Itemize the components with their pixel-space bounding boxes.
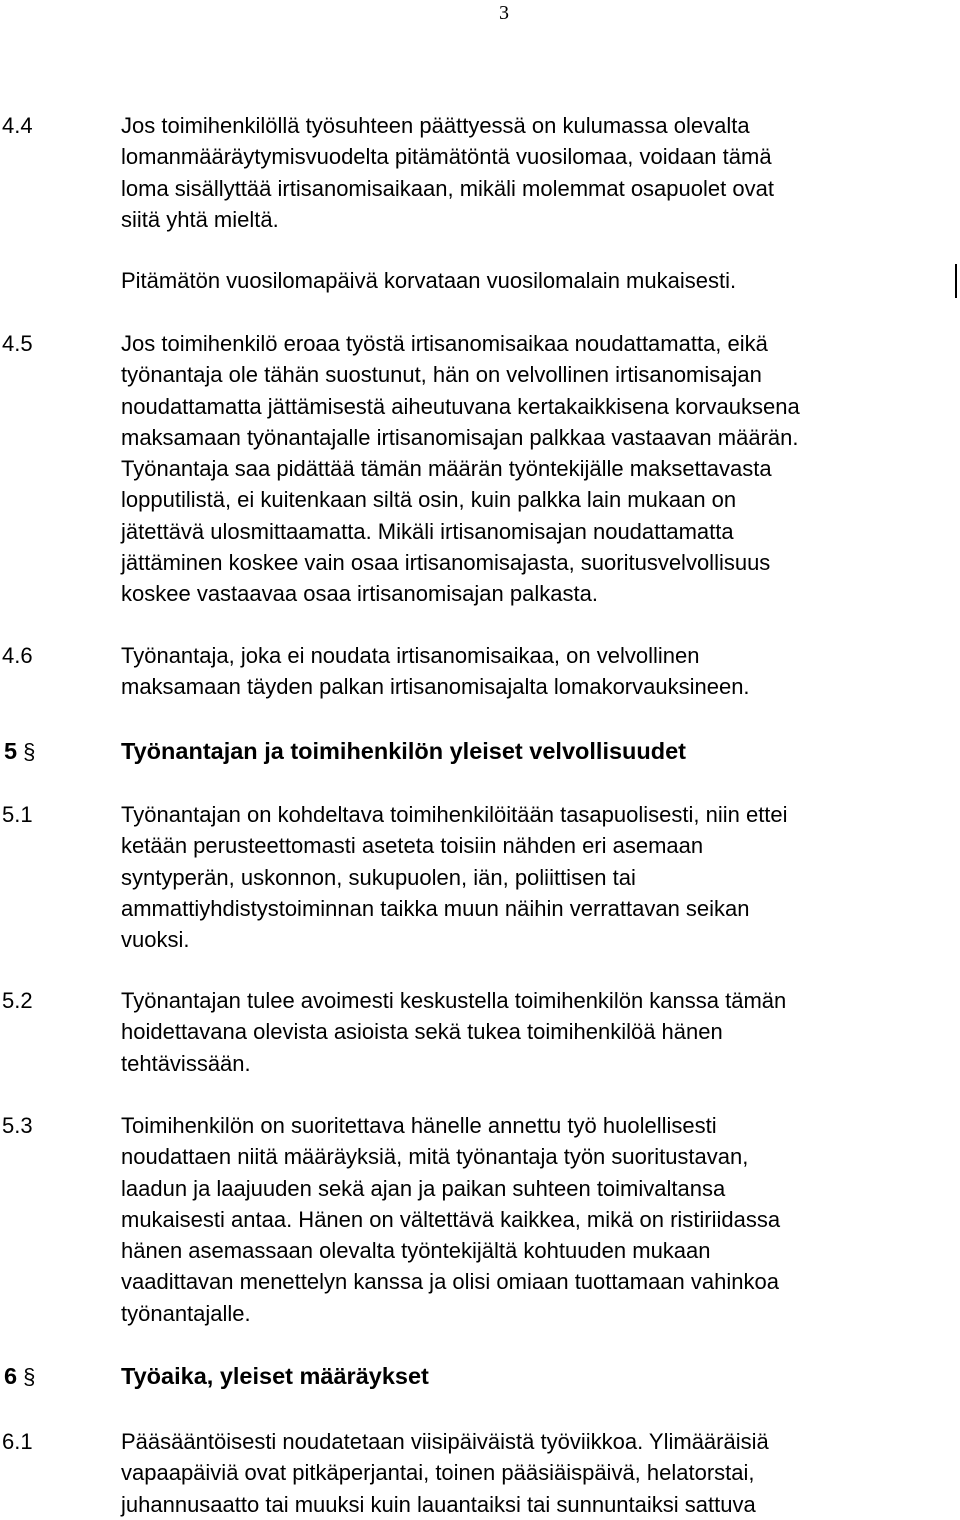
paragraph-number: 6.1 xyxy=(2,1429,33,1454)
section-sign: § xyxy=(23,739,36,764)
paragraph-6-1 xyxy=(0,1426,960,1520)
paragraph-text xyxy=(121,985,901,1079)
text-line: maksamaan työnantajalle irtisanomisajan palkkaa vastaavan määrän. xyxy=(121,424,799,450)
paragraph-number: 5.1 xyxy=(2,802,33,827)
text-line: Työnantajan tulee avoimesti keskustella toimihenkilön kanssa tämän xyxy=(121,988,787,1013)
paragraph-5-1 xyxy=(0,799,960,955)
text-line: jätettävä ulosmittaamatta. Mikäli irtisanomisajan noudattamatta xyxy=(121,518,734,544)
text-line: Jos toimihenkilöllä työsuhteen päättyessä on kulumassa olevalta xyxy=(121,113,750,138)
paragraph-text xyxy=(121,328,901,610)
section-title: Työaika, yleiset määräykset xyxy=(121,1363,429,1389)
text-line: lopputilistä, ei kuitenkaan siltä osin, kuin palkka lain mukaan on xyxy=(121,487,737,513)
paragraph-number: 4.4 xyxy=(2,113,33,138)
text-line: Työnantaja, joka ei noudata irtisanomisaikaa, on velvollinen xyxy=(121,643,700,668)
text-line: noudattamatta jättämisestä aiheutuvana kertakaikkisena korvauksena xyxy=(121,393,800,419)
text-line: siitä yhtä mieltä. xyxy=(121,206,279,232)
text-line: hänen asemassaan olevalta työntekijältä kohtuuden mukaan xyxy=(121,1238,711,1264)
text-line: vuoksi. xyxy=(121,927,190,953)
text-line: loma sisällyttää irtisanomisaikaan, mikäli molemmat osapuolet ovat xyxy=(121,175,774,201)
page-number: 3 xyxy=(499,2,509,24)
text-line: Työnantaja saa pidättää tämän määrän työntekijälle maksettavasta xyxy=(121,456,772,482)
paragraph-5-2 xyxy=(0,985,960,1079)
section-title: Työnantajan ja toimihenkilön yleiset velvollisuudet xyxy=(121,738,686,764)
text-line: noudattaen niitä määräyksiä, mitä työnantaja työn suoritustavan, xyxy=(121,1144,749,1170)
text-line: jättäminen koskee vain osaa irtisanomisajasta, suoritusvelvollisuus xyxy=(121,550,771,576)
paragraph-4-5 xyxy=(0,328,960,610)
paragraph-text xyxy=(121,1426,901,1520)
text-line: Pitämätön vuosilomapäivä korvataan vuosilomalain mukaisesti. xyxy=(121,268,737,293)
paragraph-number: 4.6 xyxy=(2,643,33,668)
text-line: työnantaja ole tähän suostunut, hän on velvollinen irtisanomisajan xyxy=(121,362,762,388)
paragraph-text xyxy=(121,799,901,955)
section-heading-6 xyxy=(0,1361,960,1392)
text-line: Jos toimihenkilö eroaa työstä irtisanomisaikaa noudattamatta, eikä xyxy=(121,331,768,356)
section-sign: § xyxy=(23,1364,36,1389)
section-heading-5 xyxy=(0,736,960,767)
text-line: ketään perusteettomasti aseteta toisiin nähden eri asemaan xyxy=(121,833,704,859)
text-line: Työnantajan on kohdeltava toimihenkilöitään tasapuolisesti, niin ettei xyxy=(121,802,788,827)
text-line: työnantajalle. xyxy=(121,1300,251,1326)
paragraph-number: 5.3 xyxy=(2,1113,33,1138)
paragraph-text xyxy=(121,1110,901,1329)
text-line: vapaapäiviä ovat pitkäperjantai, toinen pääsiäispäivä, helatorstai, xyxy=(121,1460,755,1486)
paragraph-4-6 xyxy=(0,640,960,703)
text-line: hoidettavana olevista asioista sekä tukea toimihenkilöä hänen xyxy=(121,1019,723,1045)
paragraph-text xyxy=(121,110,901,235)
text-line: syntyperän, uskonnon, sukupuolen, iän, poliittisen tai xyxy=(121,864,636,890)
paragraph-4-4-continued xyxy=(0,265,960,296)
paragraph-text xyxy=(121,640,901,703)
paragraph-number: 4.5 xyxy=(2,331,33,356)
text-line: koskee vastaavaa osaa irtisanomisajan palkasta. xyxy=(121,581,598,607)
text-line: Toimihenkilön on suoritettava hänelle annettu työ huolellisesti xyxy=(121,1113,717,1138)
section-number: 5 xyxy=(4,738,18,764)
text-line: laadun ja laajuuden sekä ajan ja paikan suhteen toimivaltansa xyxy=(121,1175,726,1201)
text-line: Pääsääntöisesti noudatetaan viisipäiväistä työviikkoa. Ylimääräisiä xyxy=(121,1429,769,1454)
section-number: 6 xyxy=(4,1363,18,1389)
text-line: mukaisesti antaa. Hänen on vältettävä kaikkea, mikä on ristiriidassa xyxy=(121,1206,781,1232)
paragraph-4-4 xyxy=(0,110,960,235)
text-line: ammattiyhdistystoiminnan taikka muun näihin verrattavan seikan xyxy=(121,895,750,921)
text-line: vaadittavan menettelyn kanssa ja olisi omiaan tuottamaan vahinkoa xyxy=(121,1269,779,1295)
text-line: maksamaan täyden palkan irtisanomisajalta lomakorvauksineen. xyxy=(121,674,750,700)
paragraph-number: 5.2 xyxy=(2,988,33,1013)
text-line: juhannusaatto tai muuksi kuin lauantaiksi tai sunnuntaiksi sattuva xyxy=(121,1491,756,1517)
text-line: tehtävissään. xyxy=(121,1050,251,1076)
paragraph-5-3 xyxy=(0,1110,960,1329)
text-line: lomanmääräytymisvuodelta pitämätöntä vuosilomaa, voidaan tämä xyxy=(121,144,772,170)
